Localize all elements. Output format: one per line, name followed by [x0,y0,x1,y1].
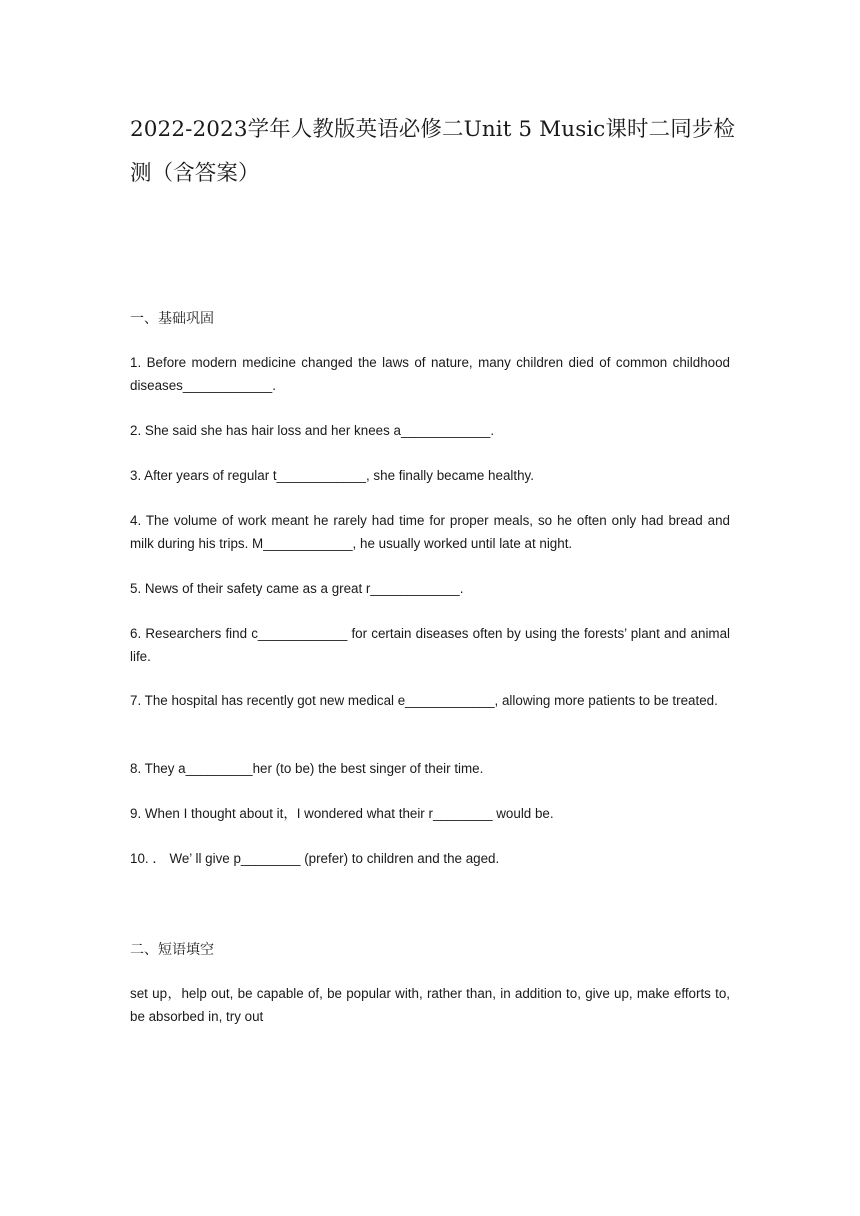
question-item: 6. Researchers find c____________ for certain diseases often by using the forests’ plant and animal life. [130,626,730,664]
phrase-bank: set up，help out, be capable of, be popular with, rather than, in addition to, give up, make efforts to, be absorbed in, try out [130,986,730,1024]
section-heading-phrase-fill: 二、短语填空 [130,942,214,958]
question-item: 7. The hospital has recently got new medical e____________, allowing more patients to be treated. [130,693,718,708]
question-item: 2. She said she has hair loss and her knees a____________. [130,423,495,438]
question-item: 1. Before modern medicine changed the laws of nature, many children died of common childhood diseases____________. [130,355,730,393]
question-item: 3. After years of regular t____________, she finally became healthy. [130,468,534,483]
document-title: 2022-2023学年人教版英语必修二Unit 5 Music课时二同步检测（含答案） [130,117,736,186]
question-item: 9. When I thought about it，I wondered what their r________ would be. [130,806,554,821]
question-item: 4. The volume of work meant he rarely had time for proper meals, so he often only had bread and milk during his trips. M____________, he usually worked until late at night. [130,513,730,551]
question-item: 5. News of their safety came as a great r____________. [130,581,464,596]
question-item: 10. ． We’ ll give p________ (prefer) to children and the aged. [130,851,500,866]
section-heading-basic-consolidation: 一、基础巩固 [130,311,214,327]
question-item: 8. They a_________her (to be) the best singer of their time. [130,761,484,776]
